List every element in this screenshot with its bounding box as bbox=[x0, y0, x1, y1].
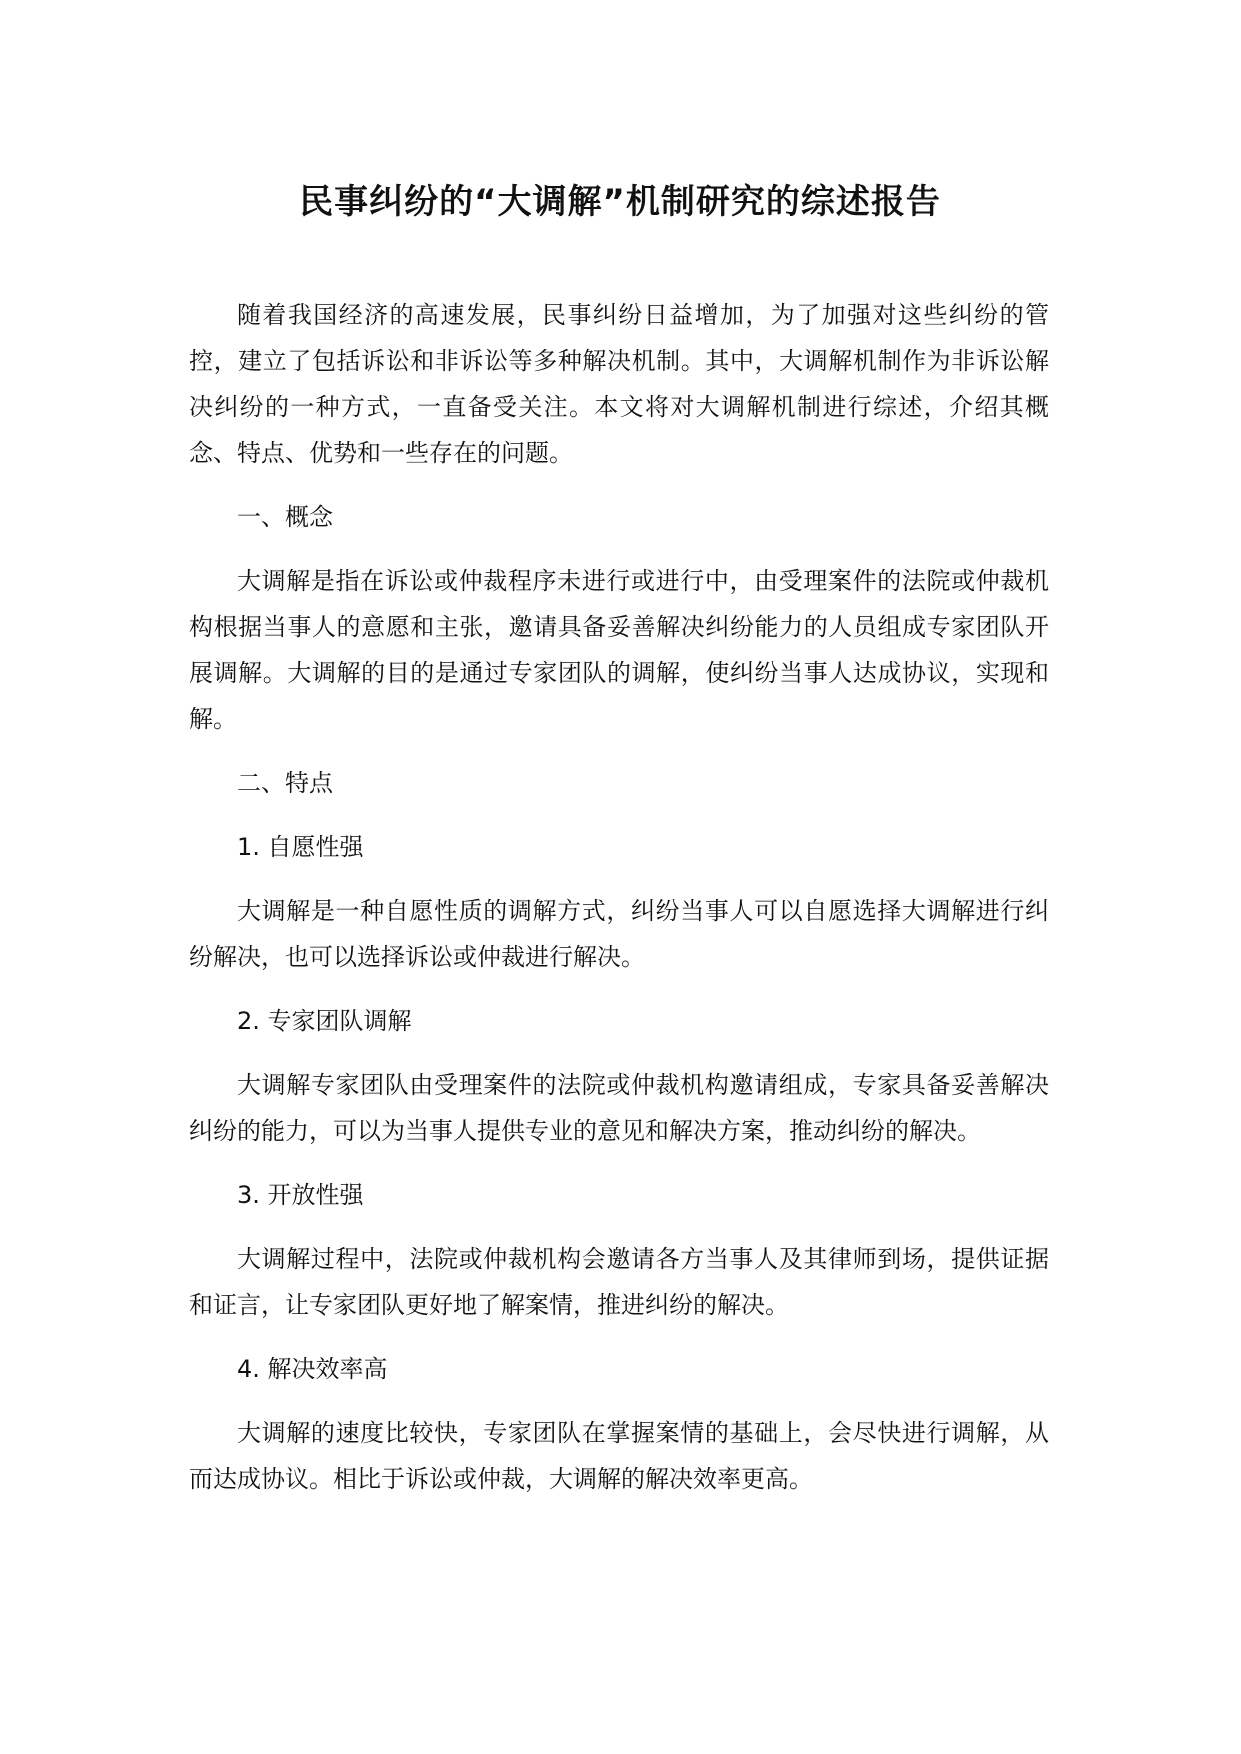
section-heading-concept: 一、概念 bbox=[237, 503, 333, 531]
feature-paragraph-efficiency: 大调解的速度比较快，专家团队在掌握案情的基础上，会尽快进行调解，从而达成协议。相比于诉讼或仲裁，大调解的解决效率更高。 bbox=[189, 1419, 1049, 1493]
document-title: 民事纠纷的“大调解”机制研究的综述报告 bbox=[299, 182, 941, 222]
feature-paragraph-voluntary: 大调解是一种自愿性质的调解方式，纠纷当事人可以自愿选择大调解进行纠纷解决，也可以选择诉讼或仲裁进行解决。 bbox=[189, 897, 1049, 971]
feature-paragraph-openness: 大调解过程中，法院或仲裁机构会邀请各方当事人及其律师到场，提供证据和证言，让专家团队更好地了解案情，推进纠纷的解决。 bbox=[189, 1245, 1049, 1319]
feature-heading-efficiency: 4. 解决效率高 bbox=[237, 1355, 388, 1383]
intro-paragraph: 随着我国经济的高速发展，民事纠纷日益增加，为了加强对这些纠纷的管控，建立了包括诉讼和非诉讼等多种解决机制。其中，大调解机制作为非诉讼解决纠纷的一种方式，一直备受关注。本文将对大调解机制进行综述，介绍其概念、特点、优势和一些存在的问题。 bbox=[189, 301, 1049, 467]
feature-heading-expert-team: 2. 专家团队调解 bbox=[237, 1007, 412, 1035]
section-heading-features: 二、特点 bbox=[237, 769, 333, 797]
document-body bbox=[189, 292, 1049, 1520]
feature-heading-openness: 3. 开放性强 bbox=[237, 1181, 364, 1209]
feature-heading-voluntary: 1. 自愿性强 bbox=[237, 833, 364, 861]
feature-paragraph-expert-team: 大调解专家团队由受理案件的法院或仲裁机构邀请组成，专家具备妥善解决纠纷的能力，可以为当事人提供专业的意见和解决方案，推动纠纷的解决。 bbox=[189, 1071, 1049, 1145]
concept-paragraph: 大调解是指在诉讼或仲裁程序未进行或进行中，由受理案件的法院或仲裁机构根据当事人的意愿和主张，邀请具备妥善解决纠纷能力的人员组成专家团队开展调解。大调解的目的是通过专家团队的调解，使纠纷当事人达成协议，实现和解。 bbox=[189, 567, 1049, 733]
